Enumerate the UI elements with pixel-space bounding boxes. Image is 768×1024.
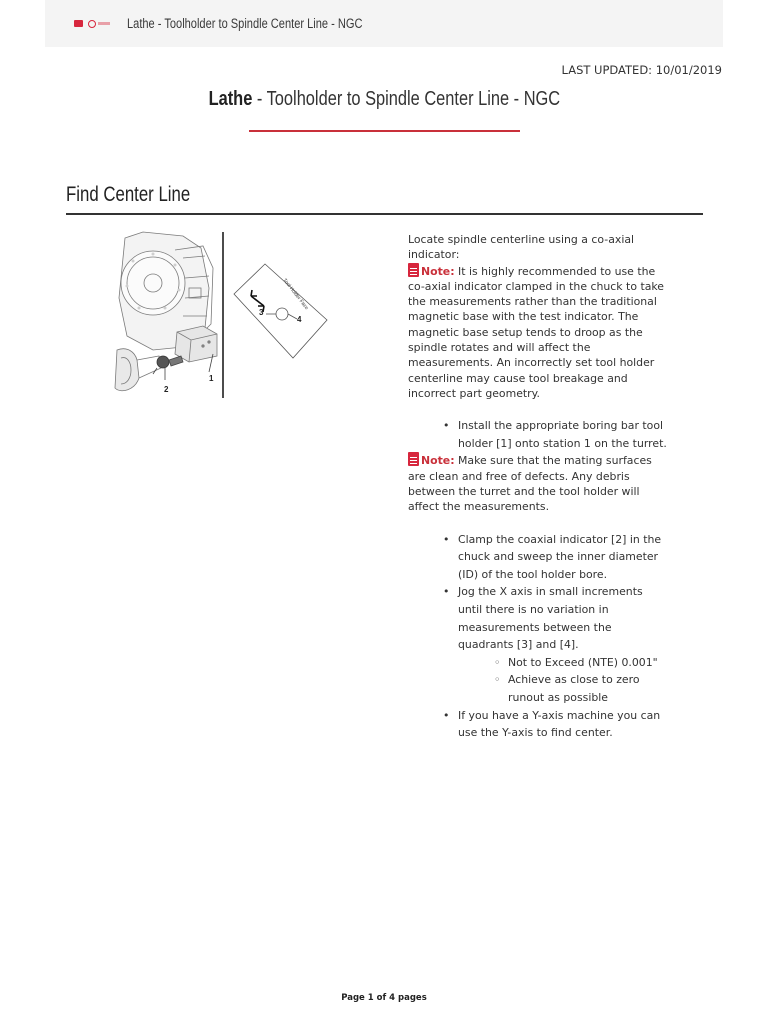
last-updated-date: LAST UPDATED: 10/01/2019 bbox=[561, 63, 722, 77]
note-2-label: Note: bbox=[421, 454, 455, 468]
haas-logo-icon bbox=[74, 20, 83, 27]
header-bar bbox=[45, 0, 723, 47]
brand-wordmark-icon bbox=[98, 22, 110, 25]
callout-1: 1 bbox=[209, 374, 214, 383]
page-title-rest: - Toolholder to Spindle Center Line - NGC bbox=[251, 88, 560, 110]
callout-2: 2 bbox=[164, 385, 169, 394]
section-heading: Find Center Line bbox=[66, 183, 191, 206]
header-title: Lathe - Toolholder to Spindle Center Line - NGC bbox=[127, 16, 363, 31]
list-item bbox=[458, 583, 670, 706]
note-1-text: It is highly recommended to use the co-axial indicator clamped in the chuck to take the measurements rather than the traditional magnetic base with the test indicator. The magnetic base setup tends to droop as the spindle rotates and will affect the measurements. An incorrectly set tool holder centerline may cause tool breakage and incorrect part geometry. bbox=[408, 264, 665, 400]
section-divider bbox=[66, 213, 703, 215]
logo-group bbox=[74, 20, 110, 28]
sub-list-item: ◦ Not to Exceed (NTE) 0.001" bbox=[508, 654, 670, 672]
list-item-text: Jog the X axis in small increments until there is no variation in measurements between the quadrants [3] and [4]. bbox=[458, 585, 643, 652]
note-1-label: Note: bbox=[421, 264, 455, 278]
list-item: • If you have a Y-axis machine you can use the Y-axis to find center. bbox=[458, 707, 670, 742]
face-label: Tool Holder Face bbox=[281, 277, 310, 312]
page-title bbox=[0, 88, 768, 111]
turret-indicator-illustration bbox=[113, 228, 328, 400]
instruction-text bbox=[408, 232, 670, 742]
note-2-text: Make sure that the mating surfaces are clean and free of defects. Any debris between the turret and the tool holder will affect the measurements. bbox=[408, 454, 652, 514]
intro-paragraph: Locate spindle centerline using a co-axial indicator: bbox=[408, 233, 635, 262]
brand-mark-icon bbox=[88, 20, 96, 28]
note-2 bbox=[408, 452, 670, 514]
note-1 bbox=[408, 263, 670, 402]
procedure-figure bbox=[113, 228, 328, 400]
bullet-list-2 bbox=[408, 531, 670, 742]
note-icon bbox=[408, 263, 419, 277]
list-item: • Clamp the coaxial indicator [2] in the chuck and sweep the inner diameter (ID) of the tool holder bore. bbox=[458, 531, 670, 584]
callout-4: 4 bbox=[297, 315, 302, 324]
list-item: • Install the appropriate boring bar tool holder [1] onto station 1 on the turret. bbox=[458, 417, 670, 452]
note-icon bbox=[408, 452, 419, 466]
sub-list bbox=[458, 654, 670, 707]
bullet-list-1 bbox=[408, 417, 670, 452]
sub-list-item: ◦ Achieve as close to zero runout as possible bbox=[508, 671, 670, 706]
page-title-bold: Lathe bbox=[208, 88, 252, 110]
callout-3: 3 bbox=[259, 308, 264, 317]
page-footer: Page 1 of 4 pages bbox=[341, 993, 427, 1003]
title-underline bbox=[249, 130, 520, 132]
